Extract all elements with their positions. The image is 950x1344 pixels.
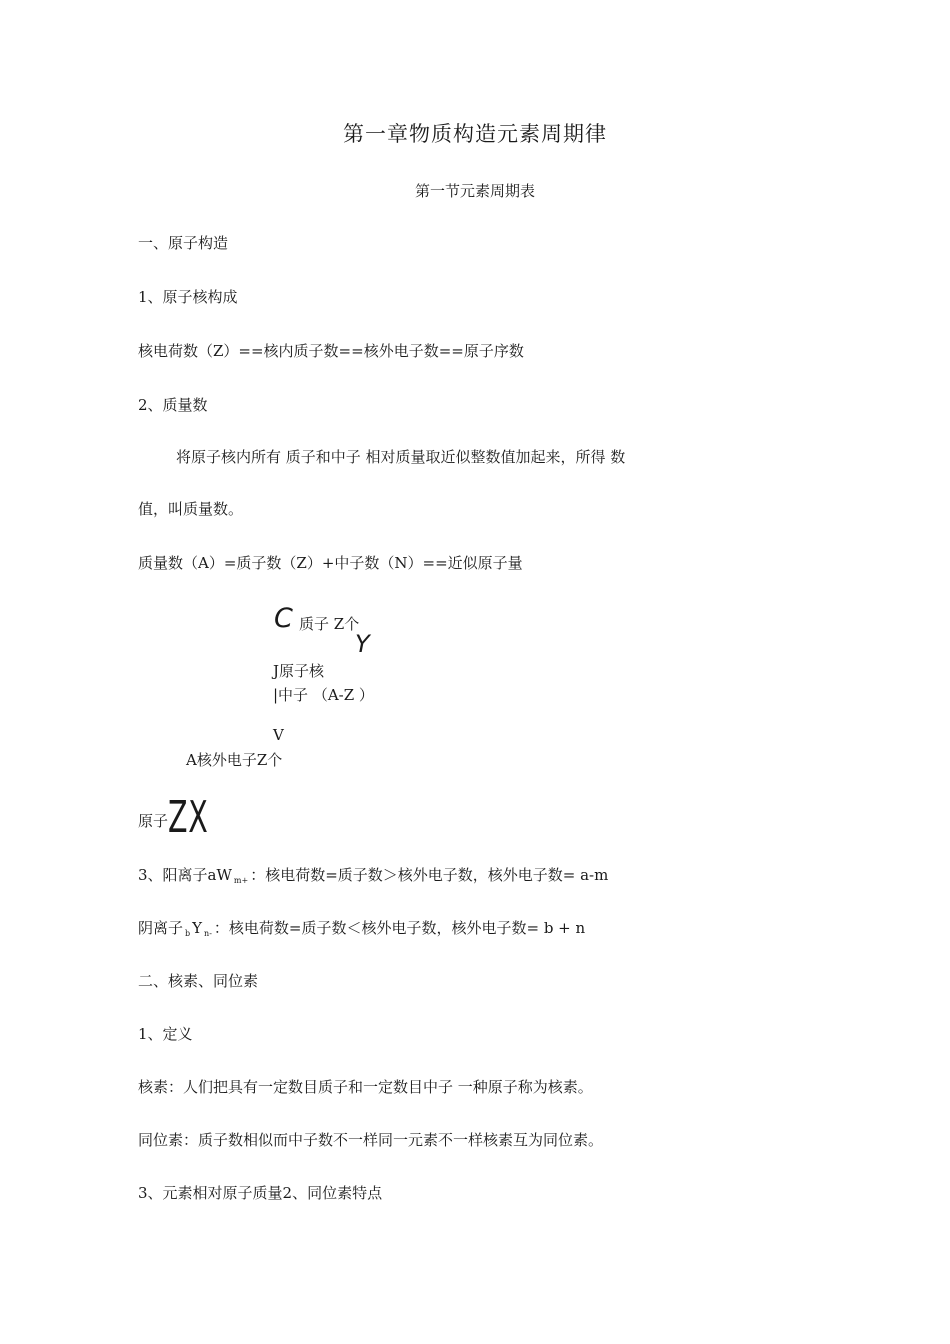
diagram-neutron-label: |中子 （A-Z ） xyxy=(273,686,374,704)
diagram-electrons-label: A核外电子Z个 xyxy=(186,751,283,769)
diagram-nucleus-label: J原子核 xyxy=(273,662,325,680)
diagram-brace-glyph-v: V xyxy=(273,726,284,744)
cation-rule: ：核电荷数=质子数＞核外电子数，核外电子数= a-m xyxy=(250,866,609,884)
heading-definition: 1、定义 xyxy=(138,1025,193,1043)
cation-charge-subscript: m+ xyxy=(233,876,249,885)
mass-number-paragraph-line1: 将原子核内所有 质子和中子 相对质量取近似整数值加起来，所得 数 xyxy=(176,448,626,466)
heading-atomic-structure: 一、原子构造 xyxy=(138,234,229,252)
anion-b-subscript: b xyxy=(185,929,191,938)
heading-nuclide-isotope: 二、核素、同位素 xyxy=(138,972,259,990)
cation-line xyxy=(138,865,608,888)
isotope-definition: 同位素：质子数相似而中子数不一样同一元素不一样核素互为同位素。 xyxy=(138,1131,604,1149)
diagram-atom-line xyxy=(138,790,224,843)
section-subtitle: 第一节元素周期表 xyxy=(414,182,535,200)
diagram-brace-glyph-y: Y xyxy=(355,630,370,658)
diagram-brace-glyph-c: C xyxy=(274,603,293,634)
nuclear-charge-equation: 核电荷数（Z）==核内质子数==核外电子数==原子序数 xyxy=(138,342,524,360)
diagram-proton-label: 质子 Z个 xyxy=(299,615,360,633)
diagram-atom-label: 原子 xyxy=(138,812,169,830)
anion-rule: ：核电荷数=质子数＜核外电子数，核外电子数= b + n xyxy=(213,919,586,937)
anion-charge-subscript: n- xyxy=(204,929,212,938)
chapter-title: 第一章物质构造元素周期律 xyxy=(343,122,607,146)
anion-prefix: 阴离子 xyxy=(138,919,184,937)
heading-mass-number: 2、质量数 xyxy=(138,396,208,414)
anion-symbol: Y xyxy=(192,919,203,937)
mass-number-paragraph-line2: 值，叫质量数。 xyxy=(138,500,244,518)
nuclide-definition: 核素：人们把具有一定数目质子和一定数目中子 一种原子称为核素。 xyxy=(138,1078,593,1096)
cation-prefix: 3、阳离子aW xyxy=(138,866,232,884)
heading-nucleus-composition: 1、原子核构成 xyxy=(138,288,238,306)
mass-number-equation: 质量数（A）=质子数（Z）+中子数（N）==近似原子量 xyxy=(138,554,523,572)
anion-line xyxy=(138,918,585,941)
diagram-atom-symbol: ZX xyxy=(168,792,209,843)
heading-relative-atomic-mass: 3、元素相对原子质量2、同位素特点 xyxy=(138,1184,383,1202)
